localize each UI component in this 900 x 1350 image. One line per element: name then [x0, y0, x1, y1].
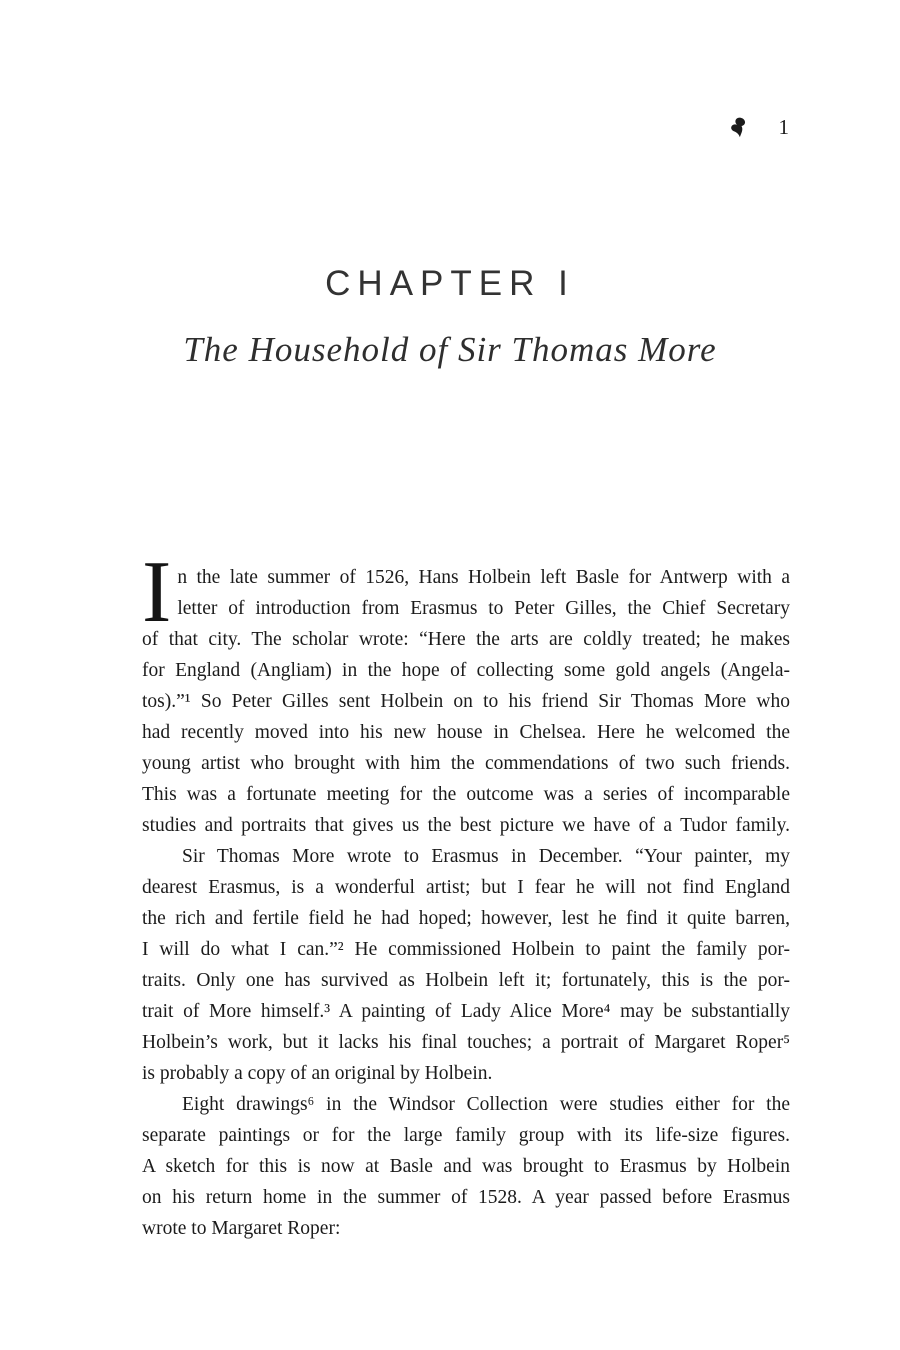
paragraph-windsor-drawings — [142, 1089, 790, 1244]
text-line: This was a fortunate meeting for the outcome was a series of incomparable — [142, 784, 790, 805]
text-line: trait of More himself.³ A painting of Lady Alice More⁴ may be substantially — [142, 1001, 790, 1022]
text-line: dearest Erasmus, is a wonderful artist; but I fear he will not find England — [142, 877, 790, 898]
text-line: Holbein’s work, but it lacks his final touches; a portrait of Margaret Roper⁵ — [142, 1032, 790, 1053]
text-line: Sir Thomas More wrote to Erasmus in December. “Your painter, my — [182, 846, 790, 867]
paragraph-opening — [142, 544, 790, 841]
drop-cap: I — [142, 544, 172, 641]
text-line: is probably a copy of an original by Holbein. — [142, 1063, 493, 1084]
text-line: young artist who brought with him the commendations of two such friends. — [142, 753, 790, 774]
text-line: traits. Only one has survived as Holbein left it; fortunately, this is the por- — [142, 970, 790, 991]
folio-page-number: 1 — [778, 115, 790, 139]
text-line: wrote to Margaret Roper: — [142, 1218, 341, 1239]
body-text — [142, 544, 790, 1244]
text-line: n the late summer of 1526, Hans Holbein left Basle for Antwerp with a — [177, 567, 790, 588]
text-line: tos).”¹ So Peter Gilles sent Holbein on to his friend Sir Thomas More who — [142, 691, 790, 712]
chapter-title: The Household of Sir Thomas More — [183, 330, 717, 369]
text-line: of that city. The scholar wrote: “Here the arts are coldly treated; he makes — [142, 629, 790, 650]
text-line: studies and portraits that gives us the best picture we have of a Tudor family. — [142, 815, 790, 836]
fleuron-ornament-icon — [730, 117, 746, 138]
text-line: A sketch for this is now at Basle and was brought to Erasmus by Holbein — [142, 1156, 790, 1177]
text-line: letter of introduction from Erasmus to Peter Gilles, the Chief Secretary — [177, 598, 790, 619]
text-line: the rich and fertile field he had hoped; however, lest he find it quite barren, — [142, 908, 790, 929]
paragraph-more-letter — [142, 841, 790, 1089]
text-line: Eight drawings⁶ in the Windsor Collection were studies either for the — [182, 1094, 790, 1115]
text-line: on his return home in the summer of 1528. A year passed before Erasmus — [142, 1187, 790, 1208]
text-line: I will do what I can.”² He commissioned Holbein to paint the family por- — [142, 939, 790, 960]
text-line: had recently moved into his new house in Chelsea. Here he welcomed the — [142, 722, 790, 743]
text-line: separate paintings or for the large family group with its life-size figures. — [142, 1125, 790, 1146]
running-header — [142, 115, 790, 140]
text-line: for England (Angliam) in the hope of collecting some gold angels (Angela- — [142, 660, 790, 681]
chapter-heading: CHAPTER I — [325, 264, 575, 303]
